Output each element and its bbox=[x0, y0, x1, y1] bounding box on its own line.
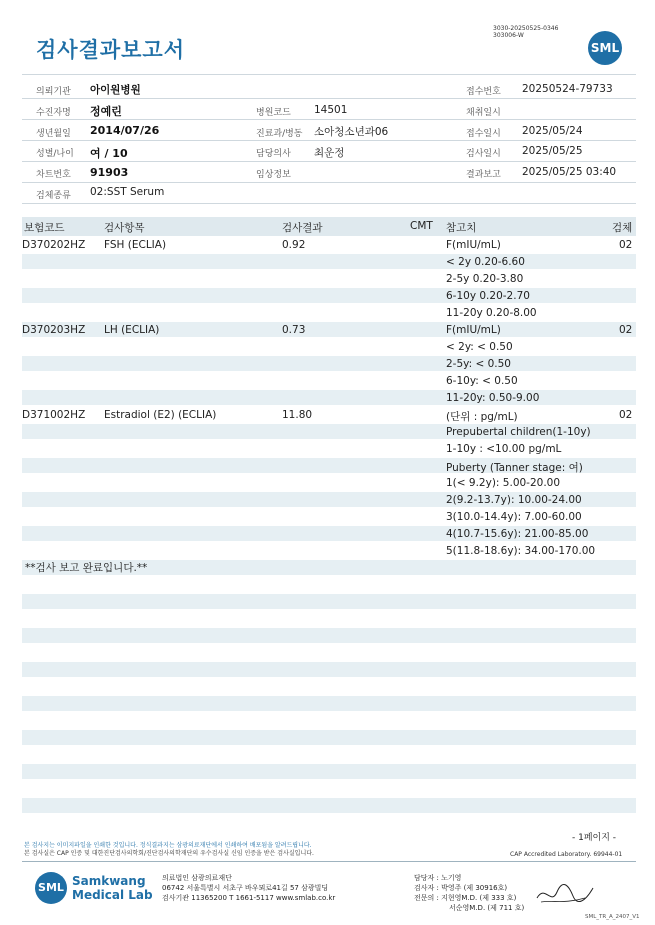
table-row bbox=[22, 356, 636, 373]
document-id-line1: 3030-20250525-0346 bbox=[493, 25, 559, 32]
row-stripe bbox=[22, 594, 636, 609]
cell-ref: 6-10y: < 0.50 bbox=[446, 375, 518, 387]
receipt-date-label: 접수일시 bbox=[466, 129, 501, 139]
cell-code: D370202HZ bbox=[22, 239, 86, 251]
cell-ref: (단위 : pg/mL) bbox=[446, 411, 518, 423]
cell-ref: 1(< 9.2y): 5.00-20.00 bbox=[446, 477, 561, 489]
table-row bbox=[22, 492, 636, 509]
divider bbox=[22, 119, 636, 120]
header-result: 검사결과 bbox=[282, 222, 323, 234]
staff3-value: 지현영M.D. (제 333 호) bbox=[441, 894, 517, 902]
collect-date-label: 채취일시 bbox=[466, 108, 501, 118]
table-row bbox=[22, 509, 636, 526]
birth-label: 생년월일 bbox=[36, 129, 71, 139]
lab-contact: 검사기관 11365200 T 1661-5117 www.smlab.co.kr bbox=[162, 894, 336, 902]
divider bbox=[22, 182, 636, 183]
dept-value: 소아청소년과06 bbox=[314, 126, 389, 138]
cell-item: LH (ECLIA) bbox=[104, 324, 160, 336]
header-cmt: CMT bbox=[410, 220, 433, 232]
hospital-label: 의뢰기관 bbox=[36, 87, 71, 97]
sml-logo: SML bbox=[588, 31, 622, 65]
hospital-code-label: 병원코드 bbox=[256, 108, 291, 118]
receipt-date-value: 2025/05/24 bbox=[522, 125, 583, 137]
table-row bbox=[22, 407, 636, 424]
cap-accreditation: CAP Accredited Laboratory. 69944-01 bbox=[510, 851, 623, 858]
specimen-value: 02:SST Serum bbox=[90, 186, 165, 198]
table-row bbox=[22, 373, 636, 390]
cell-item: FSH (ECLIA) bbox=[104, 239, 167, 251]
doctor-value: 최운정 bbox=[314, 147, 345, 159]
cell-result: 0.92 bbox=[282, 239, 306, 251]
cell-result: 11.80 bbox=[282, 409, 313, 421]
cell-ref: Puberty (Tanner stage: 여) bbox=[446, 462, 583, 474]
cell-ref: 2-5y 0.20-3.80 bbox=[446, 273, 524, 285]
table-row bbox=[22, 441, 636, 458]
header-ref: 참고치 bbox=[446, 222, 477, 234]
document-id-line2: 303006-W bbox=[493, 32, 524, 39]
signature-image bbox=[535, 880, 595, 910]
cell-result: 0.73 bbox=[282, 324, 306, 336]
staff3-label: 전문의 : bbox=[414, 894, 439, 902]
birth-value: 2014/07/26 bbox=[90, 124, 160, 137]
cell-ref: 11-20y: 0.50-9.00 bbox=[446, 392, 540, 404]
table-row bbox=[22, 271, 636, 288]
receipt-no-value: 20250524-79733 bbox=[522, 83, 613, 95]
cell-ref: 6-10y 0.20-2.70 bbox=[446, 290, 530, 302]
staff4-value: 서순영M.D. (제 711 호) bbox=[449, 904, 525, 912]
chart-no-label: 차트번호 bbox=[36, 170, 71, 180]
table-row bbox=[22, 543, 636, 560]
lab-address: 06742 서울특별시 서초구 바우뫼로41길 57 삼광빌딩 bbox=[162, 884, 329, 892]
table-row bbox=[22, 288, 636, 305]
staff1-label: 담당자 : bbox=[414, 874, 439, 882]
lab-org: 의료법인 삼광의료재단 bbox=[162, 874, 232, 882]
cell-specimen: 02 bbox=[619, 409, 633, 421]
cell-ref: Prepubertal children(1-10y) bbox=[446, 426, 591, 438]
test-date-label: 검사일시 bbox=[466, 149, 501, 159]
row-stripe bbox=[22, 662, 636, 677]
table-row bbox=[22, 458, 636, 475]
cell-ref: < 2y 0.20-6.60 bbox=[446, 256, 525, 268]
table-row bbox=[22, 254, 636, 271]
sex-age-value: 여 / 10 bbox=[90, 147, 128, 160]
divider bbox=[22, 203, 636, 204]
clinical-label: 임상정보 bbox=[256, 170, 291, 180]
table-row bbox=[22, 424, 636, 441]
doctor-label: 담당의사 bbox=[256, 149, 291, 159]
header-specimen: 검체 bbox=[612, 222, 633, 234]
cell-ref: 1-10y : <10.00 pg/mL bbox=[446, 443, 562, 455]
cell-code: D371002HZ bbox=[22, 409, 86, 421]
hospital-code-value: 14501 bbox=[314, 104, 348, 116]
document-id bbox=[493, 25, 558, 39]
cell-ref: 3(10.0-14.4y): 7.00-60.00 bbox=[446, 511, 582, 523]
lab-info bbox=[162, 873, 335, 903]
lab-name-line2: Medical Lab bbox=[72, 888, 153, 902]
table-row bbox=[22, 322, 636, 339]
lab-name-line1: Samkwang bbox=[72, 874, 146, 888]
row-stripe bbox=[22, 764, 636, 779]
report-date-value: 2025/05/25 03:40 bbox=[522, 166, 617, 178]
cell-ref: F(mIU/mL) bbox=[446, 239, 501, 251]
divider bbox=[22, 140, 636, 141]
footer-divider bbox=[22, 861, 636, 862]
page-number: - 1페이지 - bbox=[572, 833, 617, 843]
footer-note-2: 본 검사실은 CAP 인증 및 대한진단검사의학회/진단검사의학재단의 우수검사실 신임 인증을 받은 검사실입니다. bbox=[24, 850, 314, 857]
dept-label: 진료과/병동 bbox=[256, 129, 303, 139]
report-title: 검사결과보고서 bbox=[36, 38, 186, 62]
table-row bbox=[22, 475, 636, 492]
cell-ref: 2(9.2-13.7y): 10.00-24.00 bbox=[446, 494, 582, 506]
table-row bbox=[22, 237, 636, 254]
cell-ref: F(mIU/mL) bbox=[446, 324, 501, 336]
cell-ref: 2-5y: < 0.50 bbox=[446, 358, 511, 370]
table-row bbox=[22, 339, 636, 356]
test-date-value: 2025/05/25 bbox=[522, 145, 583, 157]
receipt-no-label: 접수번호 bbox=[466, 87, 501, 97]
staff1-value: 노기영 bbox=[441, 874, 462, 882]
table-row bbox=[22, 526, 636, 543]
patient-label: 수진자명 bbox=[36, 108, 71, 118]
form-code: SML_TR_A_2407_V1 bbox=[585, 914, 640, 920]
row-stripe bbox=[22, 628, 636, 643]
staff2-value: 박영주 (제 30916호) bbox=[441, 884, 508, 892]
divider bbox=[22, 98, 636, 99]
header-item: 검사항목 bbox=[104, 222, 145, 234]
footer-note-1: 본 검사지는 이미지파일을 인쇄한 것입니다. 정식결과지는 삼광의료재단에서 인쇄하여 배포됨을 알려드립니다. bbox=[24, 842, 312, 849]
sex-age-label: 성별/나이 bbox=[36, 149, 74, 159]
hospital-value: 아이원병원 bbox=[90, 84, 141, 96]
divider bbox=[22, 74, 636, 75]
cell-specimen: 02 bbox=[619, 239, 633, 251]
row-stripe bbox=[22, 730, 636, 745]
cell-item: Estradiol (E2) (ECLIA) bbox=[104, 409, 217, 421]
sml-logo-footer: SML bbox=[35, 872, 67, 904]
patient-value: 정예린 bbox=[90, 105, 122, 118]
cell-ref: 11-20y 0.20-8.00 bbox=[446, 307, 537, 319]
table-row bbox=[22, 305, 636, 322]
table-row bbox=[22, 390, 636, 407]
lab-name bbox=[72, 874, 153, 902]
specimen-label: 검체종류 bbox=[36, 191, 71, 201]
chart-no-value: 91903 bbox=[90, 166, 129, 179]
cell-code: D370203HZ bbox=[22, 324, 86, 336]
staff2-label: 검사자 : bbox=[414, 884, 439, 892]
cell-ref: 5(11.8-18.6y): 34.00-170.00 bbox=[446, 545, 596, 557]
completion-note: **검사 보고 완료입니다.** bbox=[25, 562, 148, 574]
header-code: 보험코드 bbox=[24, 222, 65, 234]
cell-ref: < 2y: < 0.50 bbox=[446, 341, 513, 353]
cell-ref: 4(10.7-15.6y): 21.00-85.00 bbox=[446, 528, 589, 540]
staff-block bbox=[414, 873, 524, 913]
row-stripe bbox=[22, 798, 636, 813]
report-date-label: 결과보고 bbox=[466, 170, 501, 180]
divider bbox=[22, 161, 636, 162]
row-stripe bbox=[22, 696, 636, 711]
cell-specimen: 02 bbox=[619, 324, 633, 336]
